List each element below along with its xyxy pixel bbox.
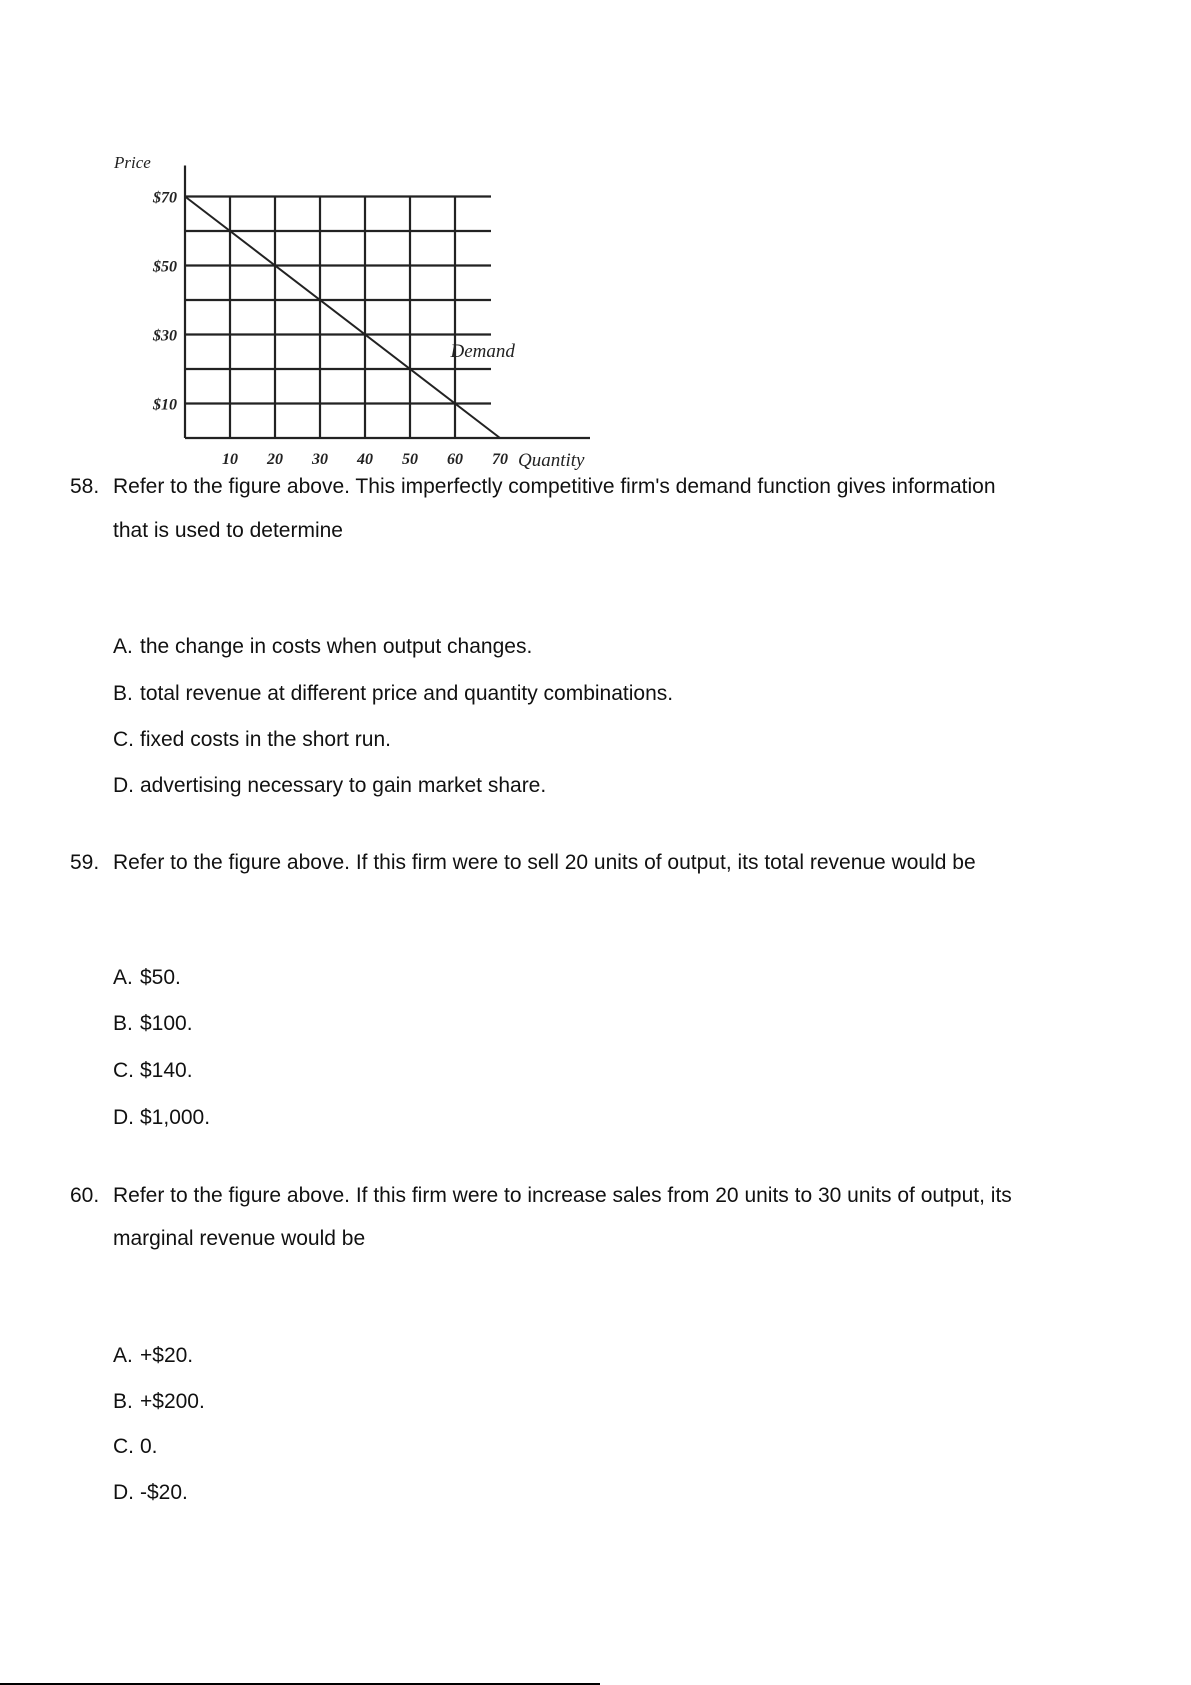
option-letter: D. xyxy=(113,1106,134,1129)
question-text: that is used to determine xyxy=(113,519,343,542)
option-text: 0. xyxy=(140,1435,158,1458)
option-letter: A. xyxy=(113,966,133,989)
option-text: +$20. xyxy=(140,1344,194,1367)
option-text: $140. xyxy=(140,1059,193,1082)
option-letter: C. xyxy=(113,1059,134,1082)
y-tick-label: $30 xyxy=(153,327,177,345)
demand-chart xyxy=(100,150,620,471)
x-tick-label: 40 xyxy=(357,451,373,468)
option-text: $50. xyxy=(140,966,181,989)
option-letter: D. xyxy=(113,774,134,797)
option-text: advertising necessary to gain market share. xyxy=(140,774,547,797)
question-text: Refer to the figure above. This imperfectly competitive firm's demand function gives information xyxy=(113,475,996,498)
question-number: 58. xyxy=(70,475,100,498)
x-axis-label: Quantity xyxy=(518,450,585,471)
demand-line xyxy=(185,197,500,439)
option-letter: A. xyxy=(113,1344,133,1367)
question-text: Refer to the figure above. If this firm were to increase sales from 20 units to 30 units of output, its xyxy=(113,1184,1012,1207)
option-letter: B. xyxy=(113,1390,133,1413)
x-tick-label: 70 xyxy=(492,451,508,468)
option-text: +$200. xyxy=(140,1390,205,1413)
question-number: 60. xyxy=(70,1184,100,1207)
option-letter: C. xyxy=(113,728,134,751)
y-tick-label: $70 xyxy=(153,189,177,207)
option-text: $100. xyxy=(140,1012,193,1035)
x-tick-label: 30 xyxy=(312,451,328,468)
option-letter: C. xyxy=(113,1435,134,1458)
option-letter: B. xyxy=(113,1012,133,1035)
x-tick-label: 60 xyxy=(447,451,463,468)
question-text: Refer to the figure above. If this firm were to sell 20 units of output, its total revenue would be xyxy=(113,851,976,874)
option-letter: D. xyxy=(113,1481,134,1504)
option-text: -$20. xyxy=(140,1481,188,1504)
option-letter: A. xyxy=(113,635,133,658)
y-tick-label: $50 xyxy=(153,258,177,276)
question-text: marginal revenue would be xyxy=(113,1227,366,1250)
option-text: total revenue at different price and quantity combinations. xyxy=(140,682,674,705)
y-tick-label: $10 xyxy=(153,396,177,414)
question-number: 59. xyxy=(70,851,100,874)
x-tick-label: 10 xyxy=(222,451,238,468)
option-letter: B. xyxy=(113,682,133,705)
option-text: the change in costs when output changes. xyxy=(140,635,533,658)
demand-label: Demand xyxy=(450,340,515,362)
y-axis-label: Price xyxy=(114,153,151,172)
x-tick-label: 20 xyxy=(267,451,283,468)
x-tick-label: 50 xyxy=(402,451,418,468)
option-text: $1,000. xyxy=(140,1106,211,1129)
option-text: fixed costs in the short run. xyxy=(140,728,391,751)
